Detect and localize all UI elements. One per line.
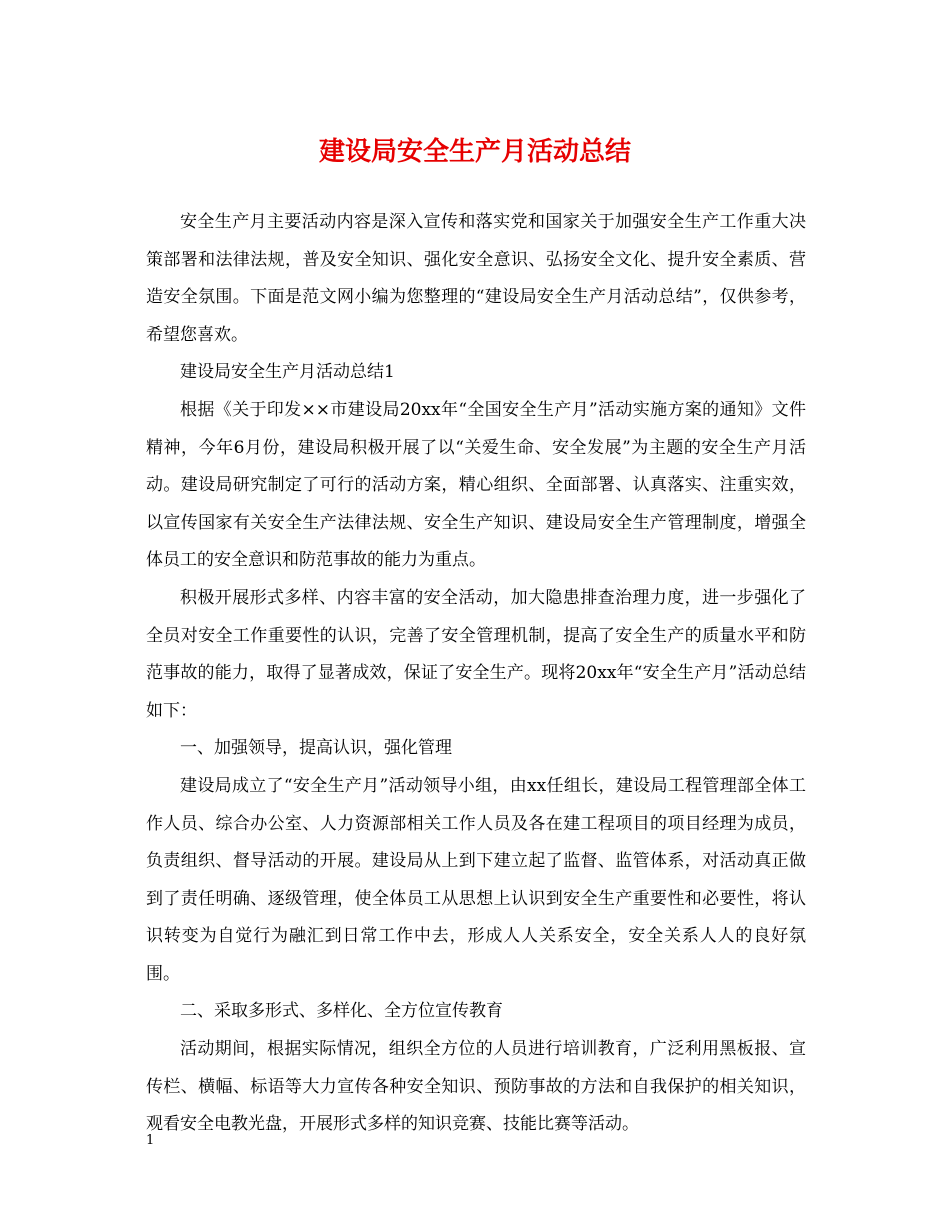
section-heading-1: 一、加强领导，提高认识，强化管理	[180, 738, 452, 759]
paragraph-leadership: 建设局成立了“安全生产月”活动领导小组，由xx任组长，建设局工程管理部全体工作人员、综合办公室、人力资源部相关工作人员及各在建工程项目的项目经理为成员，负责组织、督导活动的开展。建设局从上到下建立起了监督、监管体系，对活动真正做到了责任明确、逐级管理，使全体员工从思想上认识到安全生产重要性和必要性，将认识转变为自觉行为融汇到日常工作中去，形成人人关系安全，安全关系人人的良好氛围。	[146, 775, 806, 984]
page-number: 1	[146, 1133, 155, 1148]
section-heading-2: 二、采取多形式、多样化、全方位宣传教育	[180, 1001, 503, 1022]
paragraph-activities: 积极开展形式多样、内容丰富的安全活动，加大隐患排查治理力度，进一步强化了全员对安全工作重要性的认识，完善了安全管理机制，提高了安全生产的质量水平和防范事故的能力，取得了显著成效，保证了安全生产。现将20xx年“安全生产月”活动总结如下：	[146, 587, 806, 721]
document-title: 建设局安全生产月活动总结	[318, 137, 631, 167]
document-body	[146, 204, 806, 1144]
paragraph-education: 活动期间，根据实际情况，组织全方位的人员进行培训教育，广泛利用黑板报、宣传栏、横幅、标语等大力宣传各种安全知识、预防事故的方法和自我保护的相关知识，观看安全电教光盘，开展形式多样的知识竞赛、技能比赛等活动。	[146, 1039, 806, 1135]
paragraph-subtitle: 建设局安全生产月活动总结1	[180, 362, 395, 383]
paragraph-intro: 安全生产月主要活动内容是深入宣传和落实党和国家关于加强安全生产工作重大决策部署和法律法规，普及安全知识、强化安全意识、弘扬安全文化、提升安全素质、营造安全氛围。下面是范文网小编为您整理的“建设局安全生产月活动总结”，仅供参考，希望您喜欢。	[146, 212, 806, 345]
paragraph-basis: 根据《关于印发××市建设局20xx年“全国安全生产月”活动实施方案的通知》文件精神，今年6月份，建设局积极开展了以“关爱生命、安全发展”为主题的安全生产月活动。建设局研究制定了可行的活动方案，精心组织、全面部署、认真落实、注重实效，以宣传国家有关安全生产法律法规、安全生产知识、建设局安全生产管理制度，增强全体员工的安全意识和防范事故的能力为重点。	[146, 399, 806, 571]
